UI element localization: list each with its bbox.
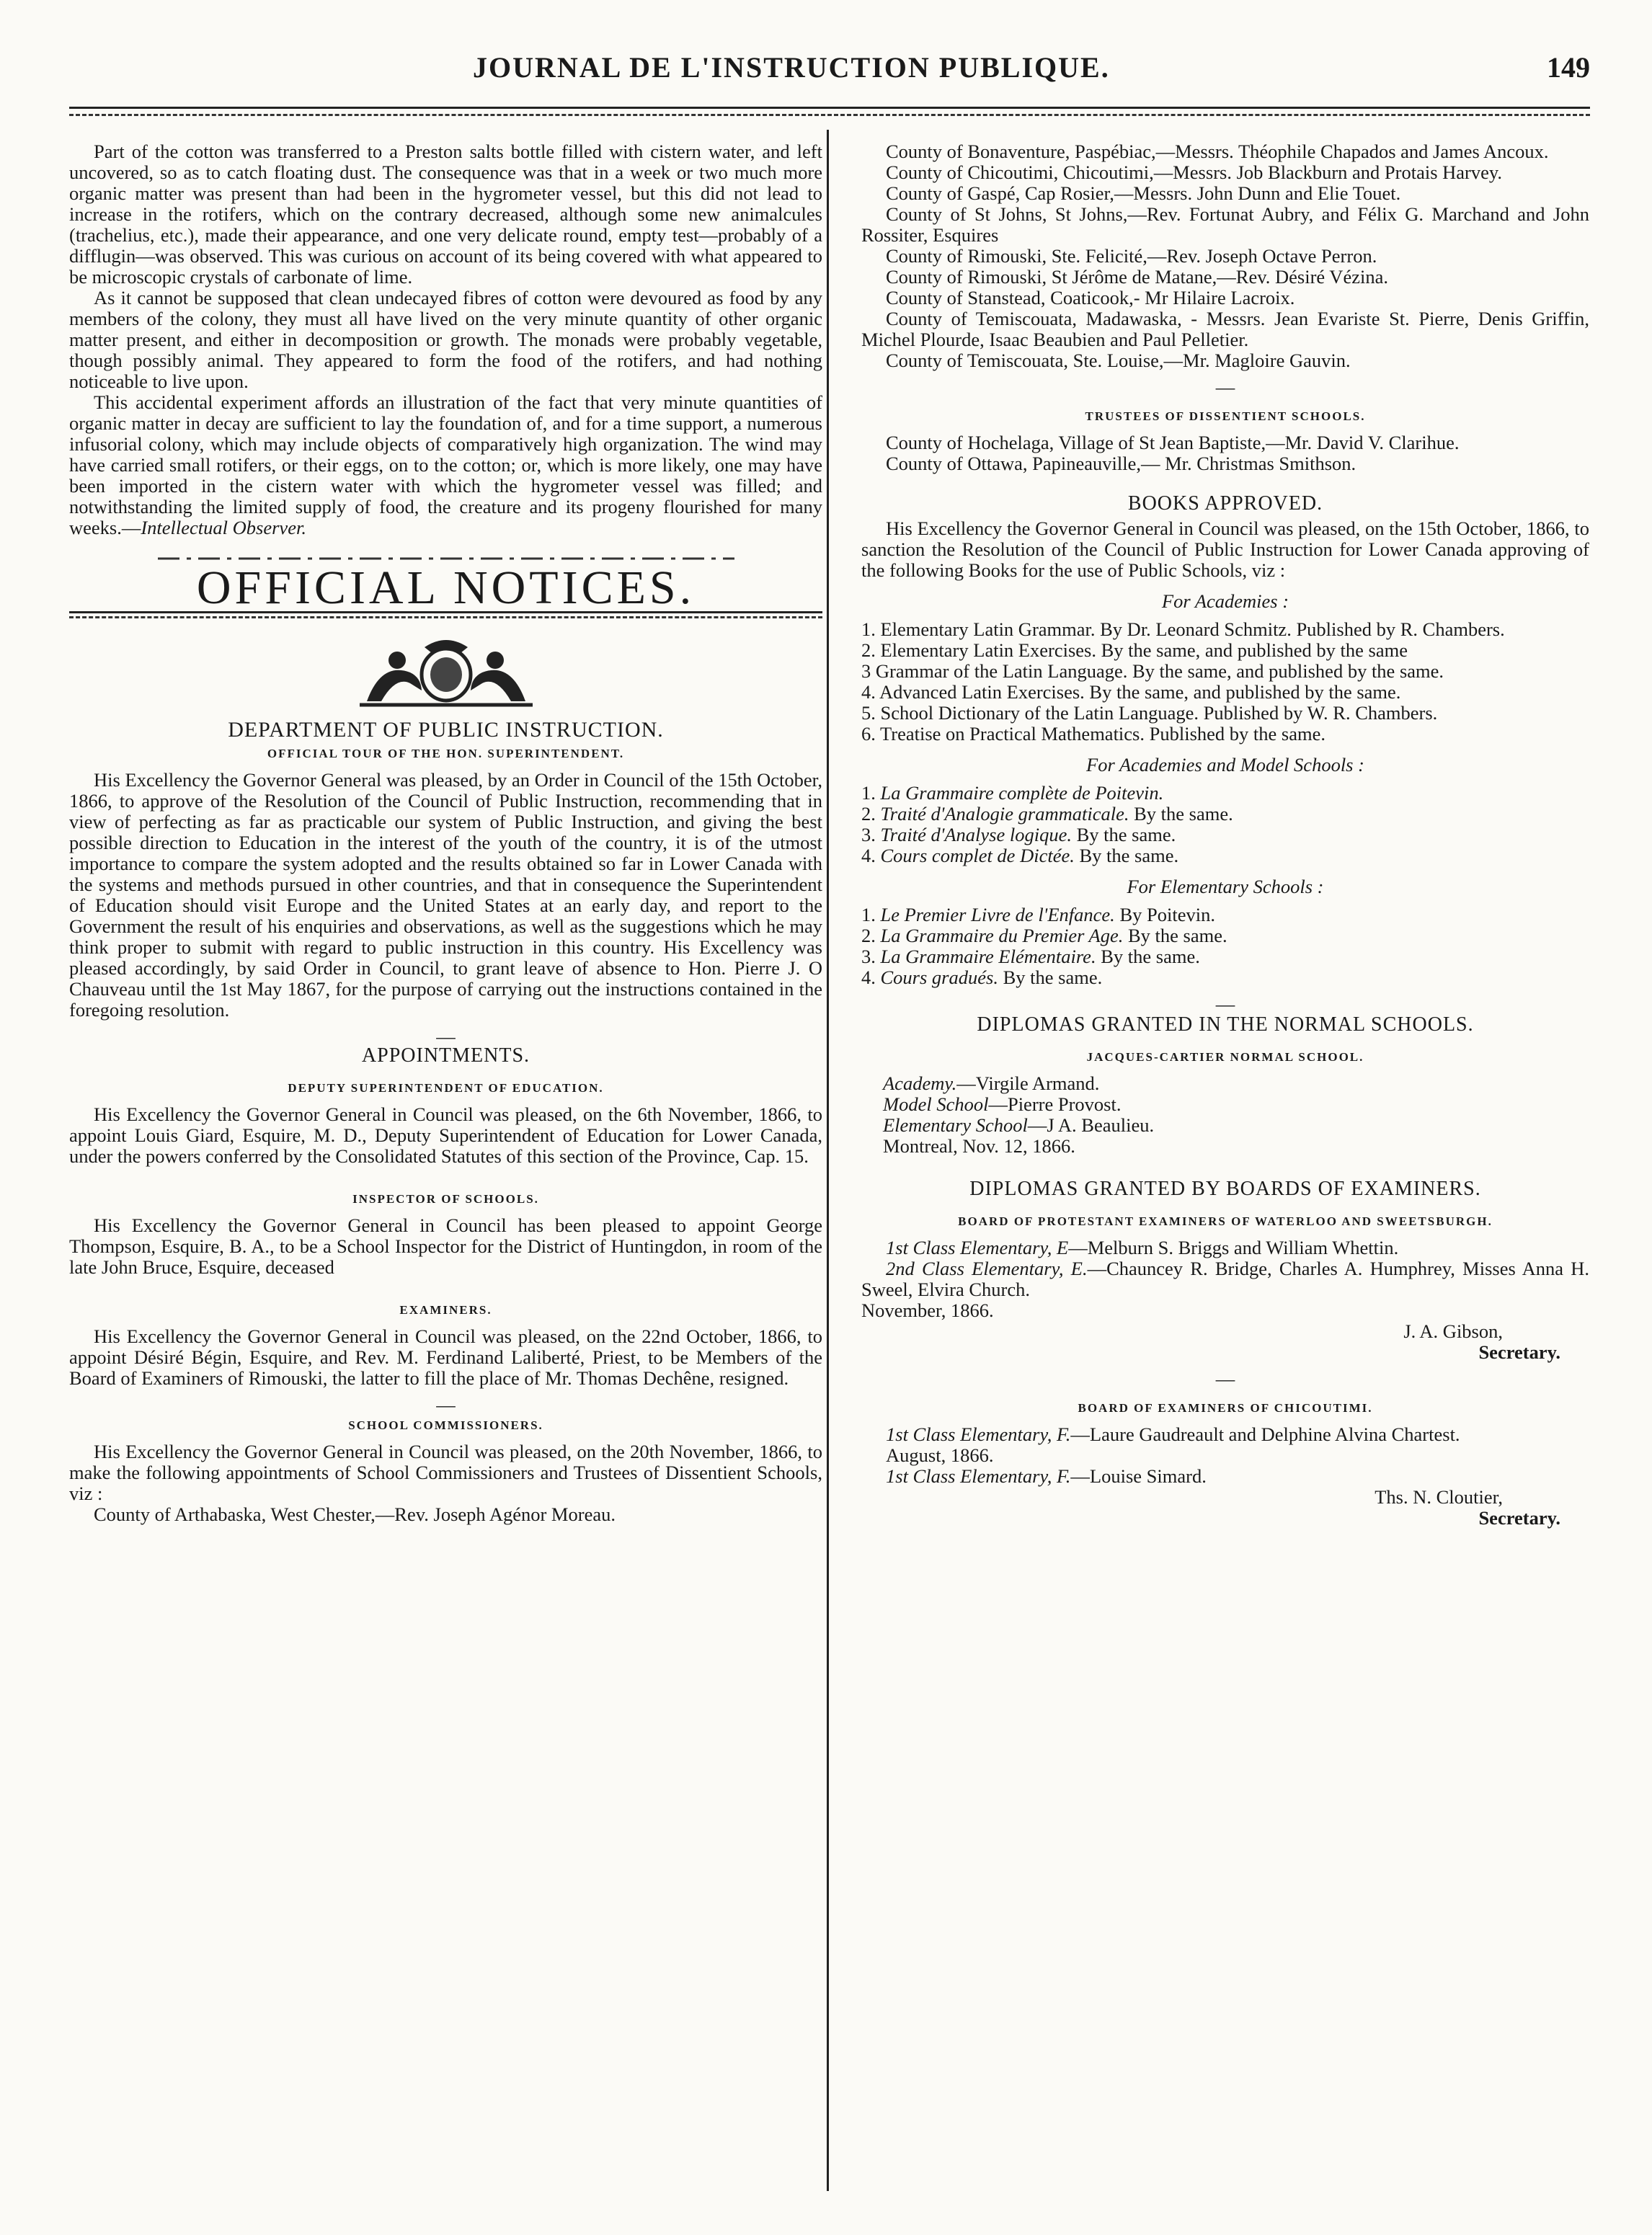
book-number: 3. — [861, 946, 881, 967]
diploma-class: 1st Class Elementary, F. — [886, 1465, 1071, 1487]
diploma-names: —Pierre Provost. — [988, 1093, 1122, 1115]
official-notices-title: OFFICIAL NOTICES. — [196, 561, 696, 614]
article-paragraph — [69, 392, 822, 538]
boards-title: DIPLOMAS GRANTED BY BOARDS OF EXAMINERS. — [969, 1178, 1481, 1200]
book-title: La Grammaire complète de Poitevin. — [880, 782, 1164, 804]
elementary-schools-list — [861, 905, 1589, 988]
diploma-entry — [861, 1424, 1589, 1445]
book-entry — [861, 967, 1589, 988]
county-entry: County of Chicoutimi, Chicoutimi,—Messrs. Job Blackburn and Protais Harvey. — [886, 161, 1503, 183]
academies-list — [861, 619, 1589, 745]
section-heading: SCHOOL COMMISSIONERS. — [348, 1418, 543, 1432]
short-separator: — — [1215, 1368, 1235, 1390]
short-separator: — — [436, 1026, 456, 1047]
article-paragraph: Part of the cotton was transferred to a Preston salts bottle filled with cistern water, and left uncovered, so as to catch floating dust. The consequence was that in a week or two much more organic matter was present than had been in the hygrometer vessel, but this did not lead to increase in the rotifers, which on the contrary decreased, although some new animalcules (trachelius, etc.), made their appearance, and one very delicate round, empty test—probably of a difflugin—was observed. This was curious on account of its being covered with what appeared to be microscopic crystals of carbonate of lime. — [69, 141, 822, 288]
county-entry: County of Bonaventure, Paspébiac,—Messrs. Théophile Chapados and James Ancoux. — [886, 141, 1549, 162]
diploma-names: —Laure Gaudreault and Delphine Alvina Chartest. — [1070, 1423, 1460, 1445]
book-number: 2. — [861, 803, 881, 825]
royal-crest-icon — [352, 633, 540, 712]
title-rule — [69, 611, 822, 613]
diploma-names: —Melburn S. Briggs and William Whettin. — [1068, 1237, 1399, 1258]
diploma-class: 1st Class Elementary, F. — [886, 1423, 1071, 1445]
book-entry — [861, 804, 1589, 825]
dateline: Montreal, Nov. 12, 1866. — [883, 1135, 1075, 1157]
book-entry: 3 Grammar of the Latin Language. By the same, and published by the same. — [861, 660, 1444, 682]
book-entry — [861, 783, 1589, 804]
book-author: By the same. — [1074, 845, 1179, 866]
article-text: This accidental experiment affords an illustration of the fact that very minute quantities of organic matter in decay are sufficient to lay the foundation of, and for a time support, a numerous infusorial colony, which may include objects of comparatively high organization. The wind may have carried small rotifers, or their eggs, on to the cotton; or, which is more likely, one may have been imported in the cistern water with which the hygrometer vessel was filled; and notwithstanding the limited supply of food, the creature and its progeny flourished for many weeks.— — [69, 391, 822, 538]
normal-schools-title: DIPLOMAS GRANTED IN THE NORMAL SCHOOLS. — [977, 1013, 1474, 1036]
notice-paragraph: His Excellency the Governor General in Council was pleased, on the 22nd October, 1866, to appoint Désiré Bégin, Esquire, and Rev. M. Ferdinand Laliberté, Priest, to be Members of the Board of Examiners of Rimouski, the latter to fill the place of Mr. Thomas Dechêne, resigned. — [69, 1325, 822, 1389]
book-entry: 5. School Dictionary of the Latin Language. Published by W. R. Chambers. — [861, 702, 1438, 724]
county-entry: County of Stanstead, Coaticook,- Mr Hilaire Lacroix. — [886, 287, 1295, 308]
books-approved-title: BOOKS APPROVED. — [1127, 492, 1323, 515]
notice-paragraph: His Excellency the Governor General in Council was pleased, on the 15th October, 1866, to sanction the Resolution of the Council of Public Instruction for Lower Canada approving of the following Books for the use of Public Schools, viz : — [861, 517, 1589, 581]
notice-paragraph: His Excellency the Governor General in Council has been pleased to appoint George Thompson, Esquire, B. A., to be a School Inspector for the District of Huntingdon, in room of the late John Bruce, Esquire, deceased — [69, 1214, 822, 1278]
department-title: DEPARTMENT OF PUBLIC INSTRUCTION. — [228, 718, 664, 742]
book-author: By the same. — [1123, 925, 1227, 946]
signature-role: Secretary. — [1478, 1507, 1560, 1529]
book-number: 1. — [861, 904, 881, 925]
diploma-class: Elementary School — [883, 1114, 1028, 1136]
county-entry: County of Temiscouata, Ste. Louise,—Mr. Magloire Gauvin. — [886, 350, 1351, 371]
running-title: JOURNAL DE L'INSTRUCTION PUBLIQUE. — [473, 51, 1110, 84]
article-attribution: Intellectual Observer. — [141, 517, 306, 538]
diploma-names: —Louise Simard. — [1070, 1465, 1207, 1487]
section-heading: TRUSTEES OF DISSENTIENT SCHOOLS. — [1085, 409, 1366, 423]
county-entry: County of Ottawa, Papineauville,— Mr. Christmas Smithson. — [886, 453, 1356, 474]
notice-paragraph: His Excellency the Governor General in Council was pleased, on the 20th November, 1866, to make the following appointments of School Commissioners and Trustees of Dissentient Schools, viz : — [69, 1441, 822, 1504]
diploma-entry — [861, 1073, 1589, 1094]
county-entry: County of St Johns, St Johns,—Rev. Fortunat Aubry, and Félix G. Marchand and John Rossiter, Esquires — [861, 203, 1589, 246]
page-header — [69, 50, 1590, 101]
book-title: La Grammaire Elémentaire. — [880, 946, 1096, 967]
diploma-entry — [861, 1258, 1589, 1300]
diploma-entry — [861, 1115, 1589, 1136]
diploma-names: —J A. Beaulieu. — [1027, 1114, 1155, 1136]
short-separator: — — [1215, 993, 1235, 1015]
appointments-title: APPOINTMENTS. — [361, 1044, 530, 1067]
normal-school-diplomas — [861, 1073, 1589, 1136]
section-heading: EXAMINERS. — [399, 1303, 492, 1317]
diploma-class: Model School — [883, 1093, 989, 1115]
book-author: By the same. — [1129, 803, 1233, 825]
section-heading: BOARD OF PROTESTANT EXAMINERS OF WATERLOO AND SWEETSBURGH. — [958, 1214, 1493, 1228]
signature-name: J. A. Gibson, — [1403, 1320, 1503, 1342]
subsection-heading: For Academies : — [1161, 590, 1289, 612]
book-entry: 1. Elementary Latin Grammar. By Dr. Leonard Schmitz. Published by R. Chambers. — [861, 618, 1505, 640]
diploma-class: Academy. — [883, 1072, 957, 1094]
book-title: Traité d'Analogie grammaticale. — [880, 803, 1129, 825]
county-entry: County of Hochelaga, Village of St Jean Baptiste,—Mr. David V. Clarihue. — [886, 432, 1460, 453]
county-entry: County of Rimouski, St Jérôme de Matane,—Rev. Désiré Vézina. — [886, 266, 1388, 288]
dateline: August, 1866. — [886, 1444, 994, 1466]
diploma-entry — [861, 1094, 1589, 1115]
right-column — [861, 141, 1589, 2188]
model-schools-list — [861, 783, 1589, 866]
county-entry: County of Temiscouata, Madawaska, - Messrs. Jean Evariste St. Pierre, Denis Griffin, Michel Plourde, Isaac Beaubien and Paul Pelletier. — [861, 308, 1589, 350]
book-entry: 4. Advanced Latin Exercises. By the same, and published by the same. — [861, 681, 1401, 703]
book-number: 4. — [861, 967, 881, 988]
diploma-entry — [861, 1466, 1589, 1487]
book-author: By the same. — [998, 967, 1103, 988]
book-number: 3. — [861, 824, 881, 845]
page-number: 149 — [1547, 51, 1590, 84]
section-heading: BOARD OF EXAMINERS OF CHICOUTIMI. — [1078, 1401, 1373, 1415]
header-rule — [69, 107, 1590, 109]
county-entry: County of Arthabaska, West Chester,—Rev. Joseph Agénor Moreau. — [94, 1503, 616, 1525]
article-paragraph: As it cannot be supposed that clean undecayed fibres of cotton were devoured as food by any members of the colony, they must all have lived on the very minute quantity of other organic matter present, and either in decomposition or growth. The monads were probably vegetable, though possibly animal. They appeared to form the food of the rotifers, and had nothing noticeable to live upon. — [69, 287, 822, 392]
signature-name: Ths. N. Cloutier, — [1375, 1486, 1503, 1508]
diploma-class: 1st Class Elementary, E — [886, 1237, 1069, 1258]
book-entry — [861, 905, 1589, 925]
diploma-names: —Chauncey R. Bridge, Charles A. Humphrey, Misses Anna H. Sweel, Elvira Church. — [861, 1258, 1589, 1300]
county-entry: County of Rimouski, Ste. Felicité,—Rev. Joseph Octave Perron. — [886, 245, 1377, 267]
book-author: By the same. — [1072, 824, 1176, 845]
book-entry — [861, 845, 1589, 866]
diploma-entry — [861, 1238, 1589, 1258]
book-entry — [861, 925, 1589, 946]
book-entry — [861, 946, 1589, 967]
book-title: La Grammaire du Premier Age. — [880, 925, 1124, 946]
dateline: November, 1866. — [861, 1299, 994, 1321]
section-heading: INSPECTOR OF SCHOOLS. — [352, 1192, 539, 1206]
book-entry — [861, 825, 1589, 845]
diploma-class: 2nd Class Elementary, E. — [886, 1258, 1088, 1279]
notice-paragraph: His Excellency the Governor General in Council was pleased, on the 6th November, 1866, to appoint Louis Giard, Esquire, M. D., Deputy Superintendent of Education for Lower Canada, under the powers conferred by the Consolidated Statutes of this section of the Province, Cap. 15. — [69, 1103, 822, 1167]
trustees-list — [861, 432, 1589, 474]
notice-paragraph: His Excellency the Governor General was pleased, by an Order in Council of the 15th October, 1866, to approve of the Resolution of the Council of Public Instruction, recommending that in view of perfecting as far as practicable our system of Public Instruction, and giving the best possible direction to Education in the interest of the youth of the country, it is of the utmost importance to compare the system adopted and the results obtained so far in Lower Canada with the systems and methods pursued in other countries, and that in consequence the Superintendent of Education should visit Europe and the United States at an early day, and report to the Government the result of his enquiries and observations, as well as the suggestions which he may think proper to submit with regard to public instruction in this country. His Excellency was pleased accordingly, by said Order in Council, to grant leave of absence to Hon. Pierre J. O Chauveau until the 1st May 1867, for the purpose of carrying out the instructions contained in the foregoing resolution. — [69, 769, 822, 1021]
book-author: By the same. — [1096, 946, 1200, 967]
book-entry: 6. Treatise on Practical Mathematics. Published by the same. — [861, 723, 1325, 745]
column-divider — [827, 130, 829, 2191]
section-heading: JACQUES-CARTIER NORMAL SCHOOL. — [1086, 1050, 1364, 1064]
book-number: 1. — [861, 782, 881, 804]
signature-role: Secretary. — [1478, 1341, 1560, 1363]
header-rule-dashed — [69, 114, 1590, 116]
section-heading: OFFICIAL TOUR OF THE HON. SUPERINTENDENT. — [267, 747, 625, 760]
book-number: 4. — [861, 845, 881, 866]
counties-list — [861, 141, 1589, 371]
county-entry: County of Gaspé, Cap Rosier,—Messrs. John Dunn and Elie Touet. — [886, 182, 1401, 204]
subsection-heading: For Academies and Model Schools : — [1086, 754, 1364, 776]
left-column — [69, 141, 822, 2188]
subsection-heading: For Elementary Schools : — [1127, 876, 1324, 897]
book-entry: 2. Elementary Latin Exercises. By the same, and published by the same — [861, 639, 1408, 661]
title-rule-dashed — [69, 616, 822, 618]
book-number: 2. — [861, 925, 881, 946]
book-author: By Poitevin. — [1114, 904, 1215, 925]
short-separator: — — [436, 1394, 456, 1416]
book-title: Traité d'Analyse logique. — [880, 824, 1072, 845]
short-separator: — — [1215, 376, 1235, 398]
book-title: Cours complet de Dictée. — [880, 845, 1075, 866]
diploma-names: —Virgile Armand. — [956, 1072, 1100, 1094]
section-heading: DEPUTY SUPERINTENDENT OF EDUCATION. — [288, 1081, 604, 1095]
book-title: Le Premier Livre de l'Enfance. — [880, 904, 1115, 925]
book-title: Cours gradués. — [880, 967, 998, 988]
